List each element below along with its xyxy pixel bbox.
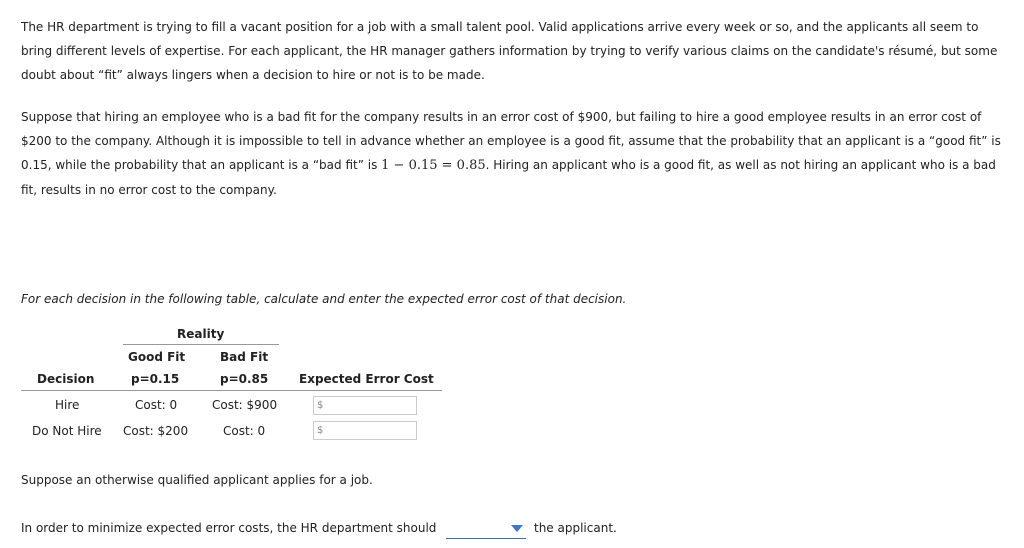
probability-math: 1 − 0.15 = 0.85 [381,158,486,173]
reality-underline [123,344,279,345]
decision-header: Decision [37,372,95,386]
expected-cost-table [21,322,446,446]
row-hire-decision: Hire [55,398,80,412]
scenario-text: Suppose an otherwise qualified applicant applies for a job. [21,473,373,487]
reality-header: Reality [177,327,225,341]
no-hire-currency-symbol: $ [317,425,324,436]
row-no-hire-good-cost: Cost: $200 [123,424,189,438]
good-fit-header: Good Fit [128,350,186,364]
table-instruction: For each decision in the following table, calculate and enter the expected error cost of that decision. [21,292,627,306]
problem-costs-paragraph [21,105,1006,202]
row-no-hire-bad-cost: Cost: 0 [223,424,266,438]
hire-currency-symbol: $ [317,400,324,411]
row-no-hire-decision: Do Not Hire [32,424,102,438]
hire-expected-cost-field[interactable] [313,396,417,415]
problem-intro-paragraph: The HR department is trying to fill a vacant position for a job with a small talent pool. Valid applications arrive every week or so, and the applicants all seem to bring different levels of expertise. For each applicant, the HR manager gathers information by trying to verify various claims on the candidate's résumé, but some doubt about “fit” always lingers when a decision to hire or not is to be made. [21,20,998,82]
hire-expected-cost-input[interactable] [323,398,409,413]
bad-fit-header: Bad Fit [220,350,269,364]
no-hire-expected-cost-input[interactable] [323,423,409,438]
good-fit-probability: p=0.15 [131,372,180,386]
decision-dropdown[interactable] [446,519,526,539]
bad-fit-probability: p=0.85 [220,372,269,386]
no-hire-expected-cost-field[interactable] [313,421,417,440]
row-hire-bad-cost: Cost: $900 [212,398,278,412]
costs-text-part2: . Hiring an applicant who is a good fit, as well as not hiring an applicant who is a bad fit, results in no error cost to the company. [21,158,996,197]
expected-error-cost-header: Expected Error Cost [299,372,434,386]
costs-text-part1: Suppose that hiring an employee who is a bad fit for the company results in an error cost of $900, but failing to hire a good employee results in an error cost of $200 to the company. Although it is impossible to tell in advance whether an employee is a good fit, assume that the probability that an applicant is a “good fit” is 0.15, while the probability that an applicant is a “bad fit” is [21,110,1001,172]
row-hire-good-cost: Cost: 0 [135,398,178,412]
decision-prompt-suffix: the applicant. [534,521,617,535]
decision-prompt: In order to minimize expected error costs, the HR department should [21,521,437,535]
header-divider [21,390,442,391]
chevron-down-icon[interactable] [511,525,523,532]
